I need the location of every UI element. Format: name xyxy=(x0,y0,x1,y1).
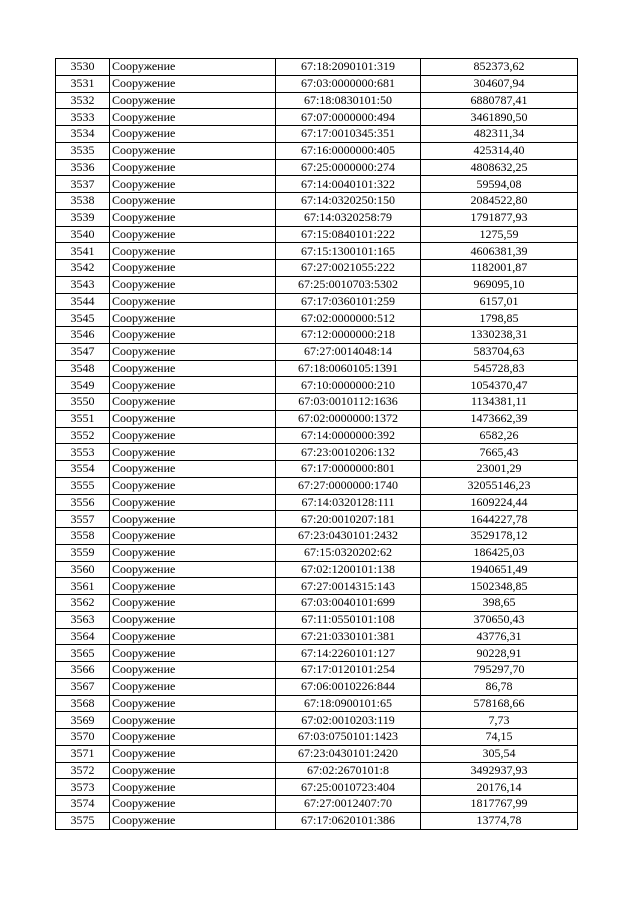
table-row xyxy=(56,712,578,729)
cadastral-value-cell: 370650,43 xyxy=(421,611,578,628)
cadastral-number-cell: 67:02:0000000:512 xyxy=(276,310,421,327)
object-type-cell: Сооружение xyxy=(110,59,276,76)
table-row xyxy=(56,444,578,461)
object-type-cell: Сооружение xyxy=(110,209,276,226)
table-row xyxy=(56,578,578,595)
cadastral-value-cell: 398,65 xyxy=(421,595,578,612)
table-row xyxy=(56,695,578,712)
cadastral-value-cell: 20176,14 xyxy=(421,779,578,796)
cadastral-value-cell: 13774,78 xyxy=(421,812,578,829)
property-table xyxy=(55,58,578,830)
object-type-cell: Сооружение xyxy=(110,628,276,645)
table-row xyxy=(56,209,578,226)
row-number-cell: 3542 xyxy=(56,260,110,277)
row-number-cell: 3552 xyxy=(56,427,110,444)
object-type-cell: Сооружение xyxy=(110,729,276,746)
row-number-cell: 3562 xyxy=(56,595,110,612)
cadastral-value-cell: 545728,83 xyxy=(421,360,578,377)
object-type-cell: Сооружение xyxy=(110,193,276,210)
object-type-cell: Сооружение xyxy=(110,595,276,612)
cadastral-number-cell: 67:17:0010345:351 xyxy=(276,126,421,143)
cadastral-value-cell: 7665,43 xyxy=(421,444,578,461)
object-type-cell: Сооружение xyxy=(110,678,276,695)
object-type-cell: Сооружение xyxy=(110,310,276,327)
table-row xyxy=(56,729,578,746)
row-number-cell: 3561 xyxy=(56,578,110,595)
cadastral-number-cell: 67:23:0430101:2420 xyxy=(276,745,421,762)
cadastral-value-cell: 90228,91 xyxy=(421,645,578,662)
cadastral-value-cell: 1644227,78 xyxy=(421,511,578,528)
cadastral-number-cell: 67:25:0000000:274 xyxy=(276,159,421,176)
table-row xyxy=(56,628,578,645)
object-type-cell: Сооружение xyxy=(110,712,276,729)
cadastral-number-cell: 67:17:0360101:259 xyxy=(276,293,421,310)
cadastral-value-cell: 1791877,93 xyxy=(421,209,578,226)
cadastral-value-cell: 1473662,39 xyxy=(421,410,578,427)
cadastral-number-cell: 67:14:0320128:111 xyxy=(276,494,421,511)
cadastral-number-cell: 67:03:0000000:681 xyxy=(276,75,421,92)
cadastral-number-cell: 67:25:0010723:404 xyxy=(276,779,421,796)
row-number-cell: 3549 xyxy=(56,377,110,394)
cadastral-number-cell: 67:02:1200101:138 xyxy=(276,561,421,578)
cadastral-value-cell: 4606381,39 xyxy=(421,243,578,260)
cadastral-number-cell: 67:27:0014315:143 xyxy=(276,578,421,595)
table-row xyxy=(56,427,578,444)
object-type-cell: Сооружение xyxy=(110,461,276,478)
cadastral-value-cell: 1817767,99 xyxy=(421,796,578,813)
table-row xyxy=(56,544,578,561)
table-row xyxy=(56,678,578,695)
row-number-cell: 3568 xyxy=(56,695,110,712)
row-number-cell: 3543 xyxy=(56,276,110,293)
object-type-cell: Сооружение xyxy=(110,494,276,511)
table-row xyxy=(56,59,578,76)
cadastral-value-cell: 23001,29 xyxy=(421,461,578,478)
object-type-cell: Сооружение xyxy=(110,92,276,109)
table-row xyxy=(56,611,578,628)
table-row xyxy=(56,276,578,293)
cadastral-number-cell: 67:23:0430101:2432 xyxy=(276,528,421,545)
object-type-cell: Сооружение xyxy=(110,343,276,360)
table-row xyxy=(56,310,578,327)
object-type-cell: Сооружение xyxy=(110,528,276,545)
cadastral-value-cell: 482311,34 xyxy=(421,126,578,143)
cadastral-number-cell: 67:02:2670101:8 xyxy=(276,762,421,779)
cadastral-number-cell: 67:27:0012407:70 xyxy=(276,796,421,813)
table-body xyxy=(56,59,578,830)
row-number-cell: 3560 xyxy=(56,561,110,578)
row-number-cell: 3565 xyxy=(56,645,110,662)
table-row xyxy=(56,126,578,143)
table-row xyxy=(56,327,578,344)
row-number-cell: 3574 xyxy=(56,796,110,813)
table-row xyxy=(56,176,578,193)
table-row xyxy=(56,377,578,394)
row-number-cell: 3544 xyxy=(56,293,110,310)
cadastral-number-cell: 67:20:0010207:181 xyxy=(276,511,421,528)
row-number-cell: 3550 xyxy=(56,394,110,411)
row-number-cell: 3541 xyxy=(56,243,110,260)
cadastral-value-cell: 1054370,47 xyxy=(421,377,578,394)
table-row xyxy=(56,812,578,829)
cadastral-number-cell: 67:17:0120101:254 xyxy=(276,662,421,679)
row-number-cell: 3538 xyxy=(56,193,110,210)
row-number-cell: 3566 xyxy=(56,662,110,679)
cadastral-value-cell: 6582,26 xyxy=(421,427,578,444)
row-number-cell: 3570 xyxy=(56,729,110,746)
table-row xyxy=(56,293,578,310)
object-type-cell: Сооружение xyxy=(110,645,276,662)
object-type-cell: Сооружение xyxy=(110,745,276,762)
cadastral-number-cell: 67:12:0000000:218 xyxy=(276,327,421,344)
object-type-cell: Сооружение xyxy=(110,410,276,427)
table-row xyxy=(56,511,578,528)
row-number-cell: 3564 xyxy=(56,628,110,645)
object-type-cell: Сооружение xyxy=(110,779,276,796)
cadastral-number-cell: 67:06:0010226:844 xyxy=(276,678,421,695)
cadastral-number-cell: 67:15:0320202:62 xyxy=(276,544,421,561)
object-type-cell: Сооружение xyxy=(110,109,276,126)
table-row xyxy=(56,762,578,779)
table-row xyxy=(56,461,578,478)
cadastral-value-cell: 795297,70 xyxy=(421,662,578,679)
row-number-cell: 3535 xyxy=(56,142,110,159)
cadastral-number-cell: 67:15:0840101:222 xyxy=(276,226,421,243)
cadastral-value-cell: 1182001,87 xyxy=(421,260,578,277)
object-type-cell: Сооружение xyxy=(110,126,276,143)
cadastral-value-cell: 43776,31 xyxy=(421,628,578,645)
cadastral-value-cell: 425314,40 xyxy=(421,142,578,159)
cadastral-value-cell: 4808632,25 xyxy=(421,159,578,176)
row-number-cell: 3534 xyxy=(56,126,110,143)
table-row xyxy=(56,243,578,260)
object-type-cell: Сооружение xyxy=(110,561,276,578)
cadastral-value-cell: 3461890,50 xyxy=(421,109,578,126)
cadastral-value-cell: 969095,10 xyxy=(421,276,578,293)
cadastral-number-cell: 67:03:0010112:1636 xyxy=(276,394,421,411)
cadastral-number-cell: 67:02:0010203:119 xyxy=(276,712,421,729)
object-type-cell: Сооружение xyxy=(110,142,276,159)
object-type-cell: Сооружение xyxy=(110,243,276,260)
cadastral-number-cell: 67:14:2260101:127 xyxy=(276,645,421,662)
cadastral-number-cell: 67:27:0021055:222 xyxy=(276,260,421,277)
cadastral-value-cell: 6880787,41 xyxy=(421,92,578,109)
cadastral-value-cell: 2084522,80 xyxy=(421,193,578,210)
object-type-cell: Сооружение xyxy=(110,544,276,561)
table-row xyxy=(56,745,578,762)
table-row xyxy=(56,528,578,545)
cadastral-value-cell: 186425,03 xyxy=(421,544,578,561)
cadastral-number-cell: 67:14:0320250:150 xyxy=(276,193,421,210)
cadastral-value-cell: 1609224,44 xyxy=(421,494,578,511)
row-number-cell: 3553 xyxy=(56,444,110,461)
object-type-cell: Сооружение xyxy=(110,511,276,528)
row-number-cell: 3559 xyxy=(56,544,110,561)
object-type-cell: Сооружение xyxy=(110,377,276,394)
object-type-cell: Сооружение xyxy=(110,611,276,628)
row-number-cell: 3555 xyxy=(56,477,110,494)
row-number-cell: 3567 xyxy=(56,678,110,695)
object-type-cell: Сооружение xyxy=(110,695,276,712)
table-row xyxy=(56,159,578,176)
cadastral-value-cell: 1134381,11 xyxy=(421,394,578,411)
row-number-cell: 3540 xyxy=(56,226,110,243)
object-type-cell: Сооружение xyxy=(110,159,276,176)
cadastral-value-cell: 304607,94 xyxy=(421,75,578,92)
cadastral-value-cell: 86,78 xyxy=(421,678,578,695)
cadastral-number-cell: 67:18:0060105:1391 xyxy=(276,360,421,377)
object-type-cell: Сооружение xyxy=(110,812,276,829)
row-number-cell: 3536 xyxy=(56,159,110,176)
cadastral-number-cell: 67:16:0000000:405 xyxy=(276,142,421,159)
table-row xyxy=(56,477,578,494)
row-number-cell: 3533 xyxy=(56,109,110,126)
table-row xyxy=(56,645,578,662)
table-row xyxy=(56,662,578,679)
table-row xyxy=(56,343,578,360)
cadastral-number-cell: 67:18:0830101:50 xyxy=(276,92,421,109)
row-number-cell: 3546 xyxy=(56,327,110,344)
row-number-cell: 3573 xyxy=(56,779,110,796)
row-number-cell: 3531 xyxy=(56,75,110,92)
cadastral-number-cell: 67:21:0330101:381 xyxy=(276,628,421,645)
table-row xyxy=(56,109,578,126)
row-number-cell: 3575 xyxy=(56,812,110,829)
object-type-cell: Сооружение xyxy=(110,260,276,277)
object-type-cell: Сооружение xyxy=(110,662,276,679)
row-number-cell: 3569 xyxy=(56,712,110,729)
cadastral-number-cell: 67:17:0620101:386 xyxy=(276,812,421,829)
row-number-cell: 3537 xyxy=(56,176,110,193)
table-row xyxy=(56,410,578,427)
object-type-cell: Сооружение xyxy=(110,394,276,411)
object-type-cell: Сооружение xyxy=(110,762,276,779)
row-number-cell: 3554 xyxy=(56,461,110,478)
cadastral-number-cell: 67:18:0900101:65 xyxy=(276,695,421,712)
table-row xyxy=(56,360,578,377)
row-number-cell: 3572 xyxy=(56,762,110,779)
cadastral-value-cell: 74,15 xyxy=(421,729,578,746)
row-number-cell: 3558 xyxy=(56,528,110,545)
cadastral-value-cell: 1275,59 xyxy=(421,226,578,243)
object-type-cell: Сооружение xyxy=(110,578,276,595)
cadastral-number-cell: 67:03:0750101:1423 xyxy=(276,729,421,746)
row-number-cell: 3557 xyxy=(56,511,110,528)
table-row xyxy=(56,494,578,511)
object-type-cell: Сооружение xyxy=(110,444,276,461)
row-number-cell: 3547 xyxy=(56,343,110,360)
object-type-cell: Сооружение xyxy=(110,276,276,293)
cadastral-number-cell: 67:14:0320258:79 xyxy=(276,209,421,226)
cadastral-number-cell: 67:15:1300101:165 xyxy=(276,243,421,260)
cadastral-value-cell: 59594,08 xyxy=(421,176,578,193)
object-type-cell: Сооружение xyxy=(110,796,276,813)
cadastral-number-cell: 67:03:0040101:699 xyxy=(276,595,421,612)
cadastral-number-cell: 67:07:0000000:494 xyxy=(276,109,421,126)
cadastral-value-cell: 1330238,31 xyxy=(421,327,578,344)
row-number-cell: 3548 xyxy=(56,360,110,377)
object-type-cell: Сооружение xyxy=(110,360,276,377)
cadastral-value-cell: 6157,01 xyxy=(421,293,578,310)
cadastral-value-cell: 852373,62 xyxy=(421,59,578,76)
table-row xyxy=(56,142,578,159)
cadastral-number-cell: 67:18:2090101:319 xyxy=(276,59,421,76)
table-row xyxy=(56,193,578,210)
cadastral-value-cell: 578168,66 xyxy=(421,695,578,712)
row-number-cell: 3571 xyxy=(56,745,110,762)
row-number-cell: 3539 xyxy=(56,209,110,226)
table-row xyxy=(56,394,578,411)
table-row xyxy=(56,260,578,277)
row-number-cell: 3556 xyxy=(56,494,110,511)
object-type-cell: Сооружение xyxy=(110,176,276,193)
cadastral-number-cell: 67:23:0010206:132 xyxy=(276,444,421,461)
object-type-cell: Сооружение xyxy=(110,427,276,444)
object-type-cell: Сооружение xyxy=(110,75,276,92)
row-number-cell: 3545 xyxy=(56,310,110,327)
cadastral-number-cell: 67:14:0040101:322 xyxy=(276,176,421,193)
cadastral-number-cell: 67:10:0000000:210 xyxy=(276,377,421,394)
cadastral-value-cell: 7,73 xyxy=(421,712,578,729)
cadastral-number-cell: 67:14:0000000:392 xyxy=(276,427,421,444)
cadastral-number-cell: 67:02:0000000:1372 xyxy=(276,410,421,427)
cadastral-number-cell: 67:25:0010703:5302 xyxy=(276,276,421,293)
table-row xyxy=(56,779,578,796)
cadastral-number-cell: 67:11:0550101:108 xyxy=(276,611,421,628)
table-row xyxy=(56,595,578,612)
table-row xyxy=(56,796,578,813)
cadastral-value-cell: 1940651,49 xyxy=(421,561,578,578)
cadastral-value-cell: 305,54 xyxy=(421,745,578,762)
row-number-cell: 3532 xyxy=(56,92,110,109)
row-number-cell: 3551 xyxy=(56,410,110,427)
table-row xyxy=(56,75,578,92)
object-type-cell: Сооружение xyxy=(110,327,276,344)
row-number-cell: 3530 xyxy=(56,59,110,76)
table-row xyxy=(56,92,578,109)
cadastral-value-cell: 3492937,93 xyxy=(421,762,578,779)
cadastral-value-cell: 32055146,23 xyxy=(421,477,578,494)
table-row xyxy=(56,226,578,243)
table-row xyxy=(56,561,578,578)
cadastral-value-cell: 1502348,85 xyxy=(421,578,578,595)
cadastral-value-cell: 3529178,12 xyxy=(421,528,578,545)
row-number-cell: 3563 xyxy=(56,611,110,628)
object-type-cell: Сооружение xyxy=(110,477,276,494)
cadastral-value-cell: 583704,63 xyxy=(421,343,578,360)
cadastral-number-cell: 67:27:0000000:1740 xyxy=(276,477,421,494)
cadastral-number-cell: 67:17:0000000:801 xyxy=(276,461,421,478)
cadastral-value-cell: 1798,85 xyxy=(421,310,578,327)
object-type-cell: Сооружение xyxy=(110,226,276,243)
cadastral-number-cell: 67:27:0014048:14 xyxy=(276,343,421,360)
object-type-cell: Сооружение xyxy=(110,293,276,310)
